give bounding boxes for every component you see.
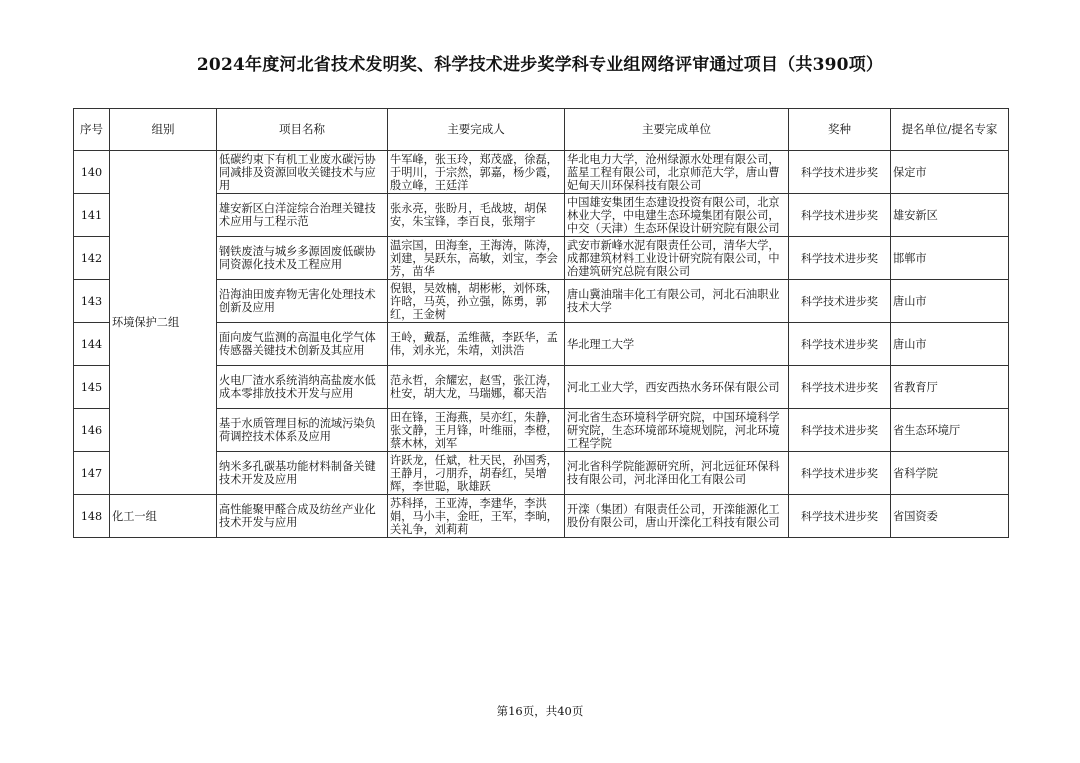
project-name: 基于水质管理目标的流域污染负荷调控技术体系及应用 xyxy=(217,409,388,452)
projects-table xyxy=(73,108,1009,538)
row-number: 145 xyxy=(74,366,110,409)
main-units: 中国雄安集团生态建设投资有限公司，北京林业大学，中电建生态环境集团有限公司，中交（天津）生态环保设计研究院有限公司 xyxy=(565,194,789,237)
main-units: 华北理工大学 xyxy=(565,323,789,366)
column-header-award: 奖种 xyxy=(789,109,891,151)
nominator: 省科学院 xyxy=(891,452,1009,495)
column-header-project: 项目名称 xyxy=(217,109,388,151)
row-number: 140 xyxy=(74,151,110,194)
nominator: 省教育厅 xyxy=(891,366,1009,409)
main-units: 河北省科学院能源研究所，河北远征环保科技有限公司，河北泽田化工有限公司 xyxy=(565,452,789,495)
group-cell: 环境保护二组 xyxy=(110,151,217,495)
main-units: 华北电力大学，沧州绿源水处理有限公司，蓝星工程有限公司，北京师范大学，唐山曹妃甸天川环保科技有限公司 xyxy=(565,151,789,194)
table-row xyxy=(74,495,1009,538)
main-people: 牛军峰，张玉玲，郑茂盛，徐磊，于明川，于宗然，郭嘉，杨少霞，殷立峰，王廷洋 xyxy=(388,151,565,194)
award-type: 科学技术进步奖 xyxy=(789,366,891,409)
main-people: 张永亮，张盼月，毛战坡，胡保安，朱宝锋，李百良，张翔宇 xyxy=(388,194,565,237)
award-type: 科学技术进步奖 xyxy=(789,280,891,323)
row-number: 141 xyxy=(74,194,110,237)
table-row xyxy=(74,151,1009,194)
main-people: 田在锋，王海燕，吴亦红，朱静，张文静，王月锋，叶维丽，李橙，蔡木林，刘军 xyxy=(388,409,565,452)
main-units: 唐山冀油瑞丰化工有限公司，河北石油职业技术大学 xyxy=(565,280,789,323)
main-units: 开滦（集团）有限责任公司，开滦能源化工股份有限公司，唐山开滦化工科技有限公司 xyxy=(565,495,789,538)
award-type: 科学技术进步奖 xyxy=(789,151,891,194)
award-type: 科学技术进步奖 xyxy=(789,237,891,280)
main-units: 河北省生态环境科学研究院，中国环境科学研究院，生态环境部环境规划院，河北环境工程学院 xyxy=(565,409,789,452)
award-type: 科学技术进步奖 xyxy=(789,409,891,452)
column-header-group: 组别 xyxy=(110,109,217,151)
main-people: 温宗国，田海奎，王海涛，陈涛，刘建，吴跃东，高敏，刘宝，李会芳，苗华 xyxy=(388,237,565,280)
nominator: 省生态环境厅 xyxy=(891,409,1009,452)
award-type: 科学技术进步奖 xyxy=(789,452,891,495)
award-type: 科学技术进步奖 xyxy=(789,323,891,366)
project-name: 面向废气监测的高温电化学气体传感器关键技术创新及其应用 xyxy=(217,323,388,366)
page-footer: 第16页，共40页 xyxy=(496,704,584,718)
row-number: 148 xyxy=(74,495,110,538)
group-cell: 化工一组 xyxy=(110,495,217,538)
column-header-nominator: 提名单位/提名专家 xyxy=(891,109,1009,151)
project-name: 沿海油田废弃物无害化处理技术创新及应用 xyxy=(217,280,388,323)
main-units: 河北工业大学，西安西热水务环保有限公司 xyxy=(565,366,789,409)
project-name: 钢铁废渣与城乡多源固废低碳协同资源化技术及工程应用 xyxy=(217,237,388,280)
row-number: 143 xyxy=(74,280,110,323)
column-header-num: 序号 xyxy=(74,109,110,151)
row-number: 142 xyxy=(74,237,110,280)
main-people: 范永哲，余耀宏，赵雪，张江涛，杜安，胡大龙，马瑞娜，郗天浩 xyxy=(388,366,565,409)
column-header-units: 主要完成单位 xyxy=(565,109,789,151)
main-people: 倪银，吴效楠，胡彬彬，刘怀珠，许晗，马英，孙立强，陈勇，郭红，王金树 xyxy=(388,280,565,323)
main-people: 苏科择，王亚涛，李建华，李洪娟，马小丰，金旺，王军，李晌，关礼争，刘莉莉 xyxy=(388,495,565,538)
project-name: 雄安新区白洋淀综合治理关键技术应用与工程示范 xyxy=(217,194,388,237)
nominator: 保定市 xyxy=(891,151,1009,194)
nominator: 省国资委 xyxy=(891,495,1009,538)
row-number: 147 xyxy=(74,452,110,495)
award-type: 科学技术进步奖 xyxy=(789,194,891,237)
page-title: 2024年度河北省技术发明奖、科学技术进步奖学科专业组网络评审通过项目（共390项） xyxy=(196,55,884,75)
column-header-people: 主要完成人 xyxy=(388,109,565,151)
project-name: 高性能聚甲醛合成及纺丝产业化技术开发与应用 xyxy=(217,495,388,538)
project-name: 火电厂渣水系统消纳高盐废水低成本零排放技术开发与应用 xyxy=(217,366,388,409)
header-row xyxy=(74,109,1009,151)
nominator: 唐山市 xyxy=(891,323,1009,366)
main-people: 许跃龙，任斌，杜天民，孙国秀，王静月，刁朋乔，胡春红，吴增辉，李世聪，耿雄跃 xyxy=(388,452,565,495)
project-name: 纳米多孔碳基功能材料制备关键技术开发及应用 xyxy=(217,452,388,495)
project-name: 低碳约束下有机工业废水碳污协同减排及资源回收关键技术与应用 xyxy=(217,151,388,194)
main-people: 王岭，戴磊，孟维薇，李跃华，孟伟，刘永光，朱靖，刘洪浩 xyxy=(388,323,565,366)
award-type: 科学技术进步奖 xyxy=(789,495,891,538)
nominator: 雄安新区 xyxy=(891,194,1009,237)
nominator: 邯郸市 xyxy=(891,237,1009,280)
row-number: 146 xyxy=(74,409,110,452)
row-number: 144 xyxy=(74,323,110,366)
main-units: 武安市新峰水泥有限责任公司，清华大学，成都建筑材料工业设计研究院有限公司，中冶建筑研究总院有限公司 xyxy=(565,237,789,280)
nominator: 唐山市 xyxy=(891,280,1009,323)
